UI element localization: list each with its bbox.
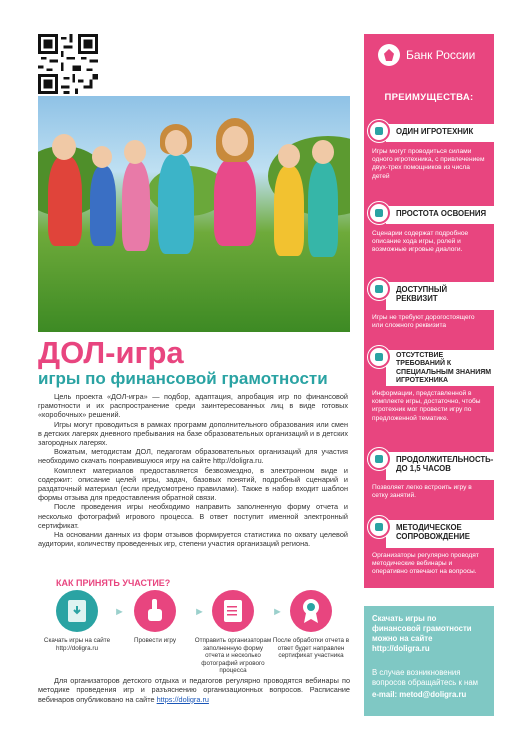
advantage-card — [364, 450, 494, 500]
checkmark-icon — [368, 346, 390, 368]
step-download — [38, 590, 116, 652]
body-text — [38, 392, 348, 548]
hourglass-icon — [368, 448, 390, 470]
body-paragraph: Игры могут проводиться в рамках программ дополнительного образования или смен в детских лагерях дневного пребывания на базе образовательных организаций и в детских загородных лагерях. — [38, 419, 348, 448]
advantage-card — [364, 204, 494, 255]
support-icon — [368, 516, 390, 538]
advantage-title: ПРОСТОТА ОСВОЕНИЯ — [396, 209, 487, 218]
site-link[interactable]: https://doligra.ru — [156, 694, 209, 704]
arrow-right-icon: ► — [114, 606, 125, 618]
advantage-title: ОДИН ИГРОТЕХНИК — [396, 127, 474, 136]
document-icon — [368, 278, 390, 300]
advantage-desc: Позволяет легко встроить игру в сетку занятий. — [372, 484, 472, 500]
eagle-emblem-icon — [378, 44, 400, 66]
advantage-title: МЕТОДИЧЕСКОЕ СОПРОВОЖДЕНИЕ — [396, 523, 470, 541]
advantage-desc: Информации, представленной в комплекте игры, достаточно, чтобы игротехник мог провести игру по предложенной тематике. — [372, 390, 481, 422]
webinar-note — [38, 676, 350, 704]
step-label: После обработки отчета в ответ будет направлен сертификат участника — [272, 637, 350, 660]
bank-logo — [378, 44, 475, 66]
page-title: ДОЛ-игра — [38, 335, 184, 370]
body-paragraph: Цель проекта «ДОЛ-игра» — подбор, адаптация, апробация игр по финансовой грамотности и их распространение среди заинтересованных лиц в виде готовых «коробочных» решений. — [38, 392, 348, 420]
step-label: Отправить организаторам заполненную форму отчета и несколько фотографий игрового процесса — [194, 637, 272, 675]
body-paragraph: На основании данных из форм отзывов формируется статистика по охвату целевой аудитории, количеству проведенных игр, степени участия организаций региона. — [38, 530, 348, 549]
steps-row — [38, 590, 350, 675]
how-to-heading: КАК ПРИНЯТЬ УЧАСТИЕ? — [56, 578, 171, 588]
step-label: Скачать игры на сайте http://doligra.ru — [43, 637, 111, 652]
body-paragraph: Вожатым, методистам ДОЛ, педагогам образовательных организаций для участия необходимо скачать понравившуюся игру на сайте http://doligra.ru. — [38, 447, 348, 466]
certificate-medal-icon — [290, 590, 332, 632]
advantage-title: ОТСУТСТВИЕ ТРЕБОВАНИЙ К СПЕЦИАЛЬНЫМ ЗНАНИЯМ ИГРОТЕХНИКА — [396, 352, 492, 385]
arrow-right-icon: ► — [272, 606, 283, 618]
advantage-card — [364, 122, 494, 181]
step-label: Провести игру — [134, 637, 176, 644]
advantage-desc: Игры могут проводиться силами одного игротехника, с привлечением двух-трех помощников из числа детей — [372, 148, 485, 180]
body-paragraph: После проведения игры необходимо направить заполненную форму отчета и несколько фотографий игрового процесса. В ответ поступит именной электронный сертификат. — [38, 502, 348, 530]
person-icon — [368, 120, 390, 142]
advantages-sidebar — [364, 34, 494, 588]
step-certificate — [272, 590, 350, 660]
contact-box — [364, 606, 494, 716]
advantage-desc: Организаторы регулярно проводят методические вебинары и оперативно отвечают на вопросы. — [372, 552, 479, 576]
children-photo — [38, 96, 350, 332]
advantage-desc: Сценарии содержат подробное описание хода игры, ролей и возможные игровые диалоги. — [372, 230, 469, 254]
body-paragraph: Комплект материалов предоставляется безвозмездно, в электронном виде и содержит: описание целей игры, задач, базовых понятий, подробный сценарий и раздаточный материал (если предусмотрено правилами). Также в набор входит шаблон формы отзыва для предоставления обратной связи. — [38, 465, 348, 503]
arrow-right-icon: ► — [194, 606, 205, 618]
advantage-title: ДОСТУПНЫЙ РЕКВИЗИТ — [396, 285, 448, 303]
advantage-card — [364, 348, 494, 423]
network-icon — [368, 202, 390, 224]
contact-email[interactable]: e-mail: metod@doligra.ru — [372, 690, 467, 699]
brand-name: Банк России — [406, 48, 476, 62]
report-form-icon — [212, 590, 254, 632]
advantage-card — [364, 518, 494, 577]
advantages-heading: ПРЕИМУЩЕСТВА: — [384, 92, 474, 103]
step-report — [194, 590, 272, 675]
webinar-note-text: Для организаторов детского отдыха и педагогов регулярно проводятся вебинары по методике проведения игр и разъяснению организационных вопросов. Расписание вебинаров опубликовано на сайте — [38, 676, 350, 704]
download-icon — [56, 590, 98, 632]
advantage-title: ПРОДОЛЖИТЕЛЬНОСТЬ- ДО 1,5 ЧАСОВ — [396, 455, 494, 473]
questions-note: В случае возникновения вопросов обращайтесь к нам — [372, 668, 479, 687]
advantage-card — [364, 280, 494, 330]
qr-code — [38, 34, 98, 94]
hand-pointer-icon — [134, 590, 176, 632]
step-play — [116, 590, 194, 645]
download-note: Скачать игры по финансовой грамотности можно на сайте http://doligra.ru — [372, 614, 472, 653]
advantage-desc: Игры не требуют дорогостоящего или сложного реквизита — [372, 314, 475, 330]
page-subtitle: игры по финансовой грамотности — [38, 369, 328, 388]
